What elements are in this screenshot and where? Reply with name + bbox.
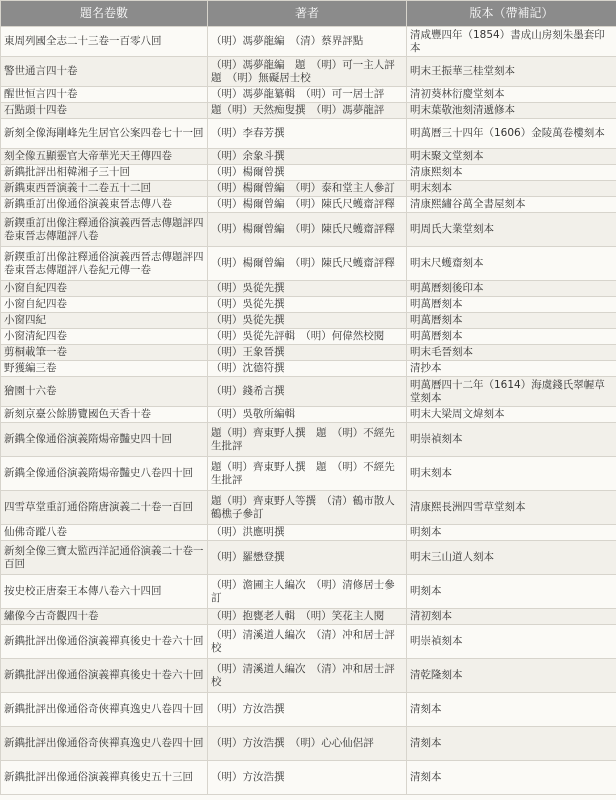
header-edition: 版本（帶補記）: [407, 1, 616, 27]
table-row: [1, 659, 616, 693]
table-row: [1, 407, 616, 423]
title-cell: 東周列國全志二十三卷一百零八回: [1, 27, 208, 57]
edition-cell: 明刻本: [407, 525, 616, 541]
edition-cell: 明萬曆四十二年（1614）海虞錢氏翠幄草堂刻本: [407, 377, 616, 407]
title-cell: 新刻京臺公餘勝覽國色天香十卷: [1, 407, 208, 423]
title-cell: 新鐫批評出相韓湘子三十回: [1, 165, 208, 181]
edition-cell: 明萬曆刻本: [407, 313, 616, 329]
table-row: [1, 87, 616, 103]
edition-cell: 清咸豐四年（1854）書成山房刻朱墨套印本: [407, 27, 616, 57]
table-row: [1, 313, 616, 329]
title-cell: 醒世恒言四十卷: [1, 87, 208, 103]
author-cell: （明）吳從先評輯 （明）何偉然校閱: [208, 329, 407, 345]
author-cell: （明）楊爾曾撰: [208, 165, 407, 181]
table-row: [1, 609, 616, 625]
title-cell: 石點頭十四卷: [1, 103, 208, 119]
author-cell: （明）羅懋登撰: [208, 541, 407, 575]
title-cell: 警世通言四十卷: [1, 57, 208, 87]
author-cell: （明）王象晉撰: [208, 345, 407, 361]
table-row: [1, 361, 616, 377]
title-cell: 刻全像五顯靈官大帝華光天王傳四卷: [1, 149, 208, 165]
edition-cell: 明末尺蠖齋刻本: [407, 247, 616, 281]
edition-cell: 清刻本: [407, 693, 616, 727]
table-row: [1, 281, 616, 297]
table-row: [1, 165, 616, 181]
edition-cell: 清刻本: [407, 761, 616, 795]
author-cell: （明）錢希言撰: [208, 377, 407, 407]
table-row: [1, 213, 616, 247]
edition-cell: 清康熙繡谷萬全書屋刻本: [407, 197, 616, 213]
author-cell: 題（明）天然痴叟撰 （明）馮夢龍評: [208, 103, 407, 119]
author-cell: （明）沈德符撰: [208, 361, 407, 377]
author-cell: （明）李春芳撰: [208, 119, 407, 149]
table-row: [1, 247, 616, 281]
title-cell: 新刻全像三寶太監西洋記通俗演義二十卷一百回: [1, 541, 208, 575]
author-cell: （明）吳從先撰: [208, 313, 407, 329]
edition-cell: 明末毛晉刻本: [407, 345, 616, 361]
table-row: [1, 457, 616, 491]
author-cell: （明）楊爾曾編 （明）陳氏尺蠖齋評釋: [208, 197, 407, 213]
author-cell: （明）馮夢龍編 題 （明）可一主人評 題 （明）無礙居士校: [208, 57, 407, 87]
edition-cell: 明崇禎刻本: [407, 625, 616, 659]
author-cell: 題（明）齊東野人撰 題 （明）不經先生批評: [208, 423, 407, 457]
edition-cell: 明末王振華三桂堂刻本: [407, 57, 616, 87]
author-cell: （明）澹圃主人編次 （明）清修居士參訂: [208, 575, 407, 609]
author-cell: （明）吳從先撰: [208, 297, 407, 313]
title-cell: 四雪草堂重訂通俗隋唐演義二十卷一百回: [1, 491, 208, 525]
title-cell: 獪園十六卷: [1, 377, 208, 407]
title-cell: 新鍥重訂出像註釋通俗演義西晉志傳題評四卷東晉志傳題評八卷紀元傳一卷: [1, 247, 208, 281]
edition-cell: 明萬曆三十四年（1606）金陵萬卷樓刻本: [407, 119, 616, 149]
title-cell: 按史校正唐秦王本傳八卷六十四回: [1, 575, 208, 609]
title-cell: 新鐫批評出像通俗奇俠禪真逸史八卷四十回: [1, 727, 208, 761]
edition-cell: 明萬曆刻後印本: [407, 281, 616, 297]
table-row: [1, 525, 616, 541]
table-row: [1, 329, 616, 345]
edition-cell: 明刻本: [407, 575, 616, 609]
edition-cell: 明萬曆刻本: [407, 297, 616, 313]
header-title: 題名卷數: [1, 1, 208, 27]
title-cell: 繡像今古奇觀四十卷: [1, 609, 208, 625]
edition-cell: 明末刻本: [407, 181, 616, 197]
edition-cell: 明末大梁周文煒刻本: [407, 407, 616, 423]
table-row: [1, 27, 616, 57]
edition-cell: 清乾隆刻本: [407, 659, 616, 693]
title-cell: 仙佛奇蹤八卷: [1, 525, 208, 541]
title-cell: 新刻全像海剛峰先生居官公案四卷七十一回: [1, 119, 208, 149]
title-cell: 新鐫全像通俗演義隋煬帝豔史四十回: [1, 423, 208, 457]
table-row: [1, 491, 616, 525]
edition-cell: 清抄本: [407, 361, 616, 377]
author-cell: （明）馮夢龍纂輯 （明）可一居士評: [208, 87, 407, 103]
table-row: [1, 181, 616, 197]
title-cell: 新鐫全像通俗演義隋煬帝豔史八卷四十回: [1, 457, 208, 491]
title-cell: 小窗四紀: [1, 313, 208, 329]
title-cell: 小窗自紀四卷: [1, 297, 208, 313]
edition-cell: 明末刻本: [407, 457, 616, 491]
author-cell: （明）吳敬所編輯: [208, 407, 407, 423]
title-cell: 新鍥重訂出像注釋通俗演義西晉志傳題評四卷東晉志傳題評八卷: [1, 213, 208, 247]
edition-cell: 明末聚文堂刻本: [407, 149, 616, 165]
title-cell: 新鐫批評出像通俗演義禪真後史十卷六十回: [1, 659, 208, 693]
edition-cell: 明崇禎刻本: [407, 423, 616, 457]
edition-cell: 清初葵林衍慶堂刻本: [407, 87, 616, 103]
title-cell: 剪桐載筆一卷: [1, 345, 208, 361]
author-cell: （明）楊爾曾編 （明）泰和堂主人參訂: [208, 181, 407, 197]
table-row: [1, 149, 616, 165]
table-row: [1, 625, 616, 659]
edition-cell: 明萬曆刻本: [407, 329, 616, 345]
table-row: [1, 377, 616, 407]
title-cell: 小窗清紀四卷: [1, 329, 208, 345]
edition-cell: 明末葉敬池刻清遞修本: [407, 103, 616, 119]
author-cell: （明）方汝浩撰: [208, 693, 407, 727]
author-cell: （明）方汝浩撰: [208, 761, 407, 795]
author-cell: （明）楊爾曾編 （明）陳氏尺蠖齋評釋: [208, 247, 407, 281]
author-cell: 題（明）齊東野人撰 題 （明）不經先生批評: [208, 457, 407, 491]
author-cell: （明）洪應明撰: [208, 525, 407, 541]
author-cell: （明）清溪道人編次 （清）冲和居士評校: [208, 659, 407, 693]
header-row: [1, 1, 616, 27]
title-cell: 小窗自紀四卷: [1, 281, 208, 297]
table-row: [1, 119, 616, 149]
title-cell: 新鐫東西晉演義十二卷五十二回: [1, 181, 208, 197]
title-cell: 新鐫批評出像通俗演義禪真後史五十三回: [1, 761, 208, 795]
table-row: [1, 297, 616, 313]
title-cell: 新鐫重訂出像通俗演義東晉志傳八卷: [1, 197, 208, 213]
table-row: [1, 197, 616, 213]
author-cell: （明）抱甕老人輯 （明）笑花主人閱: [208, 609, 407, 625]
table-row: [1, 693, 616, 727]
header-author: 著者: [208, 1, 407, 27]
table-row: [1, 103, 616, 119]
edition-cell: 明周氏大業堂刻本: [407, 213, 616, 247]
title-cell: 新鐫批評出像通俗奇俠禪真逸史八卷四十回: [1, 693, 208, 727]
author-cell: （明）方汝浩撰 （明）心心仙侶評: [208, 727, 407, 761]
table-row: [1, 57, 616, 87]
edition-cell: 清康熙刻本: [407, 165, 616, 181]
author-cell: （明）楊爾曾編 （明）陳氏尺蠖齋評釋: [208, 213, 407, 247]
table-row: [1, 761, 616, 795]
author-cell: （明）余象斗撰: [208, 149, 407, 165]
title-cell: 新鐫批評出像通俗演義禪真後史十卷六十回: [1, 625, 208, 659]
table-row: [1, 345, 616, 361]
edition-cell: 清刻本: [407, 727, 616, 761]
edition-cell: 清初刻本: [407, 609, 616, 625]
title-cell: 野獲編三卷: [1, 361, 208, 377]
author-cell: （明）馮夢龍編 （清）蔡界評點: [208, 27, 407, 57]
author-cell: 題（明）齊東野人等撰 （清）鶴市散人鶴樵子參訂: [208, 491, 407, 525]
table-row: [1, 541, 616, 575]
author-cell: （明）清溪道人編次 （清）冲和居士評校: [208, 625, 407, 659]
table-row: [1, 575, 616, 609]
edition-cell: 清康熙長洲四雪草堂刻本: [407, 491, 616, 525]
table-row: [1, 727, 616, 761]
table-row: [1, 423, 616, 457]
edition-cell: 明末三山道人刻本: [407, 541, 616, 575]
author-cell: （明）吳從先撰: [208, 281, 407, 297]
